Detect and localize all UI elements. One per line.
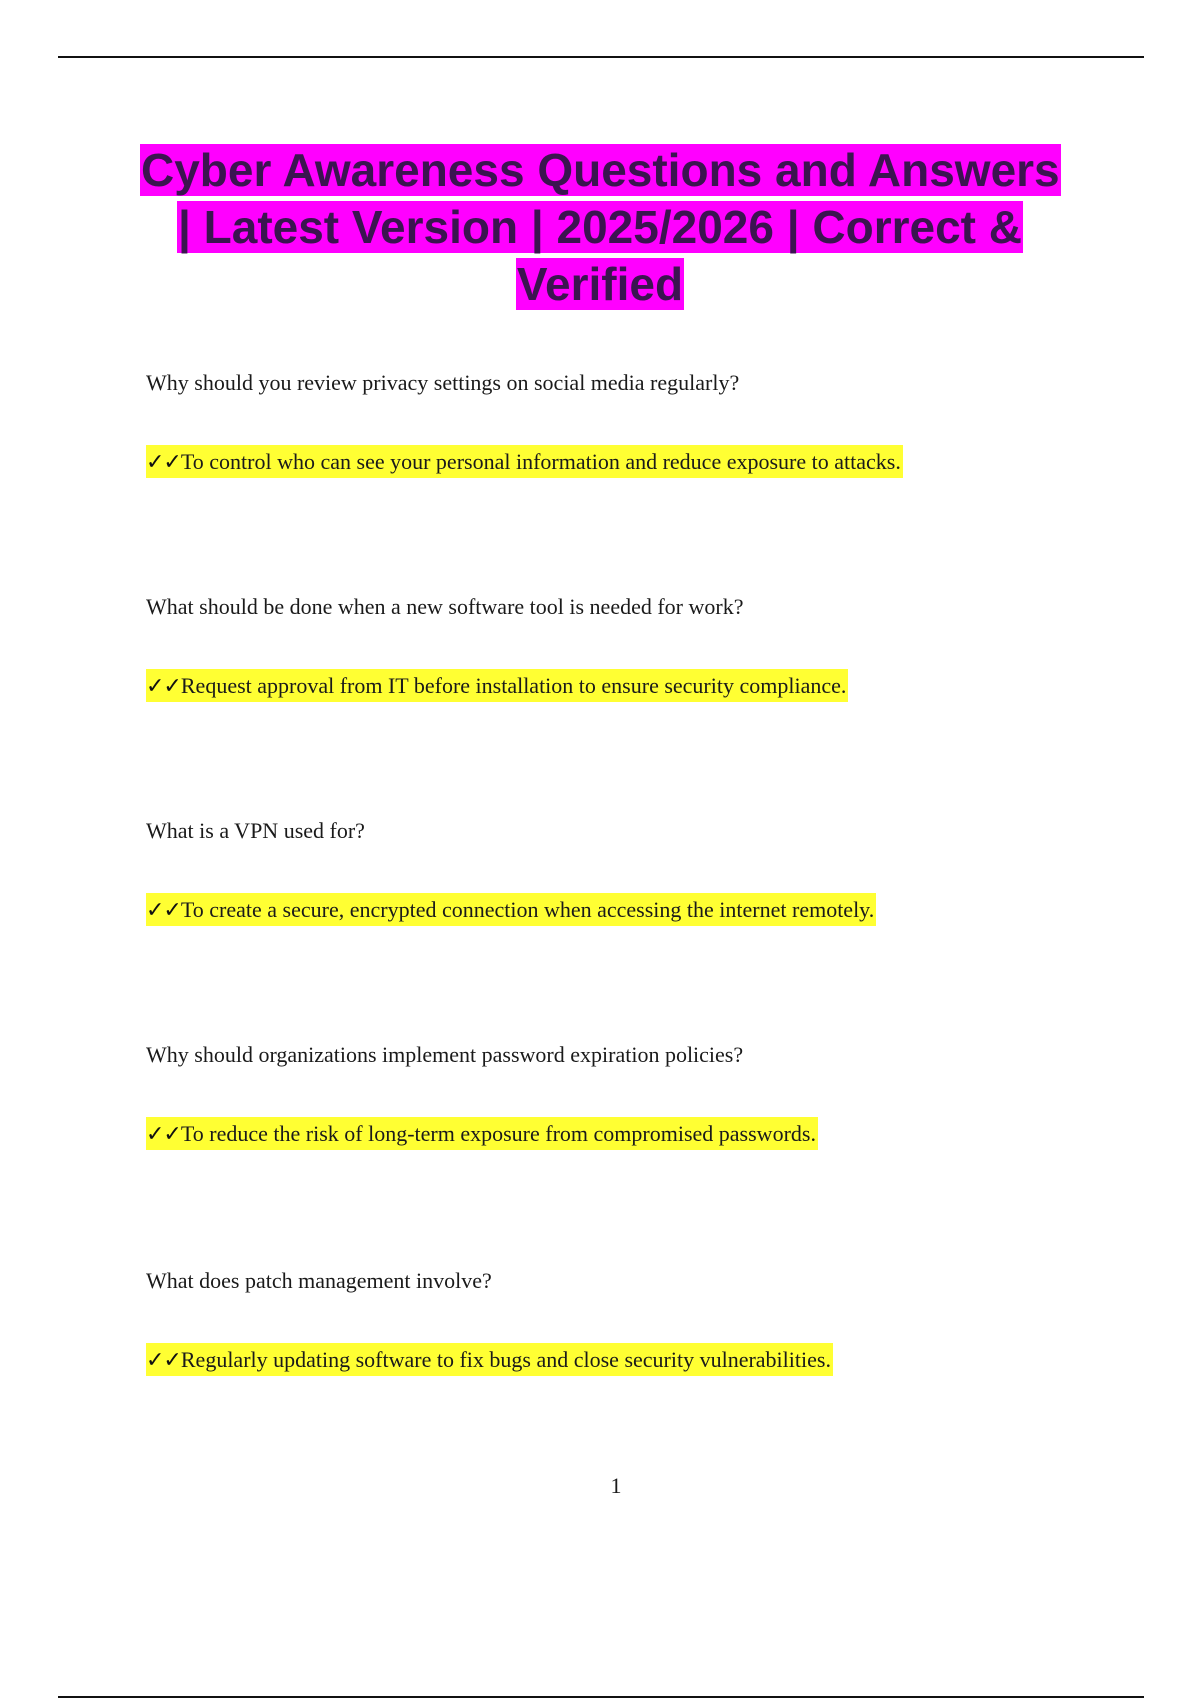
question-text: What is a VPN used for?	[146, 818, 365, 843]
qa-item	[146, 1041, 1106, 1147]
qa-item	[146, 1267, 1106, 1373]
answer-highlight	[146, 445, 903, 478]
answer-highlight	[146, 1343, 833, 1376]
answer-text: To control who can see your personal information and reduce exposure to attacks.	[180, 449, 901, 474]
answer-text: To create a secure, encrypted connection when accessing the internet remotely.	[180, 897, 875, 922]
qa-item	[146, 817, 1106, 923]
answer-highlight	[146, 893, 876, 926]
answer-text: Regularly updating software to fix bugs and close security vulnerabilities.	[180, 1347, 831, 1372]
document-title	[140, 142, 1060, 313]
check-mark-icon: ✓✓	[146, 898, 181, 923]
answer-text: To reduce the risk of long-term exposure from compromised passwords.	[180, 1121, 816, 1146]
answer-highlight	[146, 669, 848, 702]
qa-item	[146, 369, 1106, 475]
answer-text: Request approval from IT before installation to ensure security compliance.	[180, 673, 847, 698]
qa-item	[146, 593, 1106, 699]
question-text: Why should organizations implement password expiration policies?	[146, 1042, 744, 1067]
question-text: What should be done when a new software tool is needed for work?	[146, 594, 744, 619]
page-number: 1	[610, 1473, 622, 1498]
question-text: What does patch management involve?	[146, 1268, 492, 1293]
check-mark-icon: ✓✓	[146, 674, 181, 699]
top-rule	[58, 56, 1144, 58]
question-text: Why should you review privacy settings on social media regularly?	[146, 370, 740, 395]
check-mark-icon: ✓✓	[146, 450, 181, 475]
check-mark-icon: ✓✓	[146, 1122, 181, 1147]
title-highlight: Cyber Awareness Questions and Answers | Latest Version | 2025/2026 | Correct & Verified	[141, 144, 1060, 310]
answer-highlight	[146, 1117, 818, 1150]
bottom-rule	[58, 1696, 1144, 1698]
check-mark-icon: ✓✓	[146, 1348, 181, 1373]
